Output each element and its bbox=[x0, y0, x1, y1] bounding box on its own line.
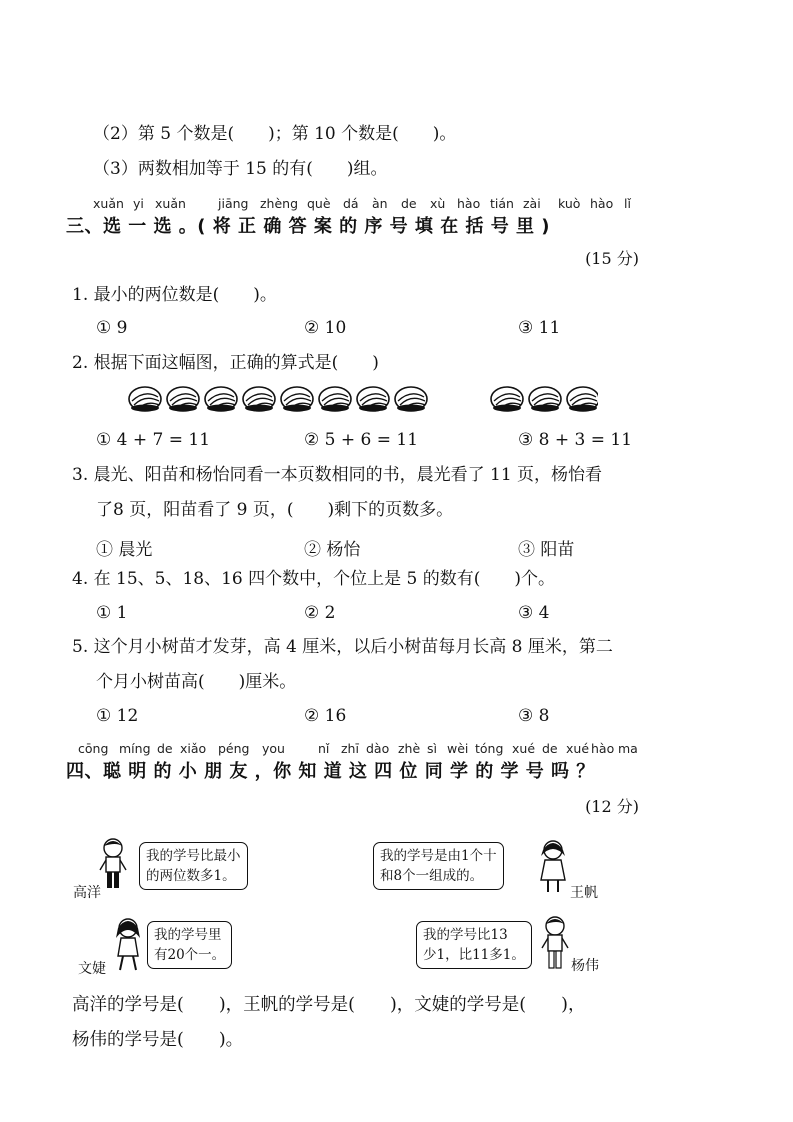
pinyin: hào bbox=[590, 196, 614, 211]
shell-cake-icon bbox=[357, 387, 389, 412]
pinyin: hào bbox=[591, 741, 615, 756]
pinyin: you bbox=[262, 741, 285, 756]
shell-cake-icon bbox=[281, 387, 313, 412]
pinyin: jiāng bbox=[218, 196, 249, 211]
pinyin: dá bbox=[343, 196, 359, 211]
pinyin: cōng bbox=[78, 741, 109, 756]
section3-score: (15 分) bbox=[585, 249, 639, 268]
kid-name-wenjie: 文婕 bbox=[78, 961, 106, 977]
kid-name-yangwei: 杨伟 bbox=[571, 958, 599, 974]
pinyin: wèi bbox=[447, 741, 469, 756]
question-4: 4. 在 15、5、18、16 四个数中，个位上是 5 的数有( )个。 bbox=[72, 569, 556, 589]
boy-figure-icon bbox=[96, 836, 132, 896]
bubble-line: 我的学号里 bbox=[154, 927, 222, 943]
pinyin: péng bbox=[218, 741, 250, 756]
pinyin: àn bbox=[372, 196, 388, 211]
question-part-2: （2）第 5 个数是( )；第 10 个数是( )。 bbox=[93, 124, 457, 144]
q3-option-1: ① 晨光 bbox=[96, 540, 153, 560]
q5-option-1: ① 12 bbox=[96, 706, 139, 726]
pinyin: xuǎn bbox=[93, 196, 124, 211]
answer-line-2: 杨伟的学号是( )。 bbox=[72, 1030, 244, 1050]
pinyin: xué bbox=[512, 741, 536, 756]
q5-option-2: ② 16 bbox=[304, 706, 347, 726]
shell-cake-icon bbox=[129, 387, 161, 412]
q5-option-3: ③ 8 bbox=[518, 706, 550, 726]
pinyin: xù bbox=[430, 196, 446, 211]
pinyin: tóng bbox=[475, 741, 504, 756]
q3-option-3: ③ 阳苗 bbox=[518, 540, 575, 560]
pinyin: kuò bbox=[558, 196, 581, 211]
section4-title: 四、聪 明 的 小 朋 友 ，你 知 道 这 四 位 同 学 的 学 号 吗 ？ bbox=[66, 761, 595, 782]
kid-name-gaoyang: 高洋 bbox=[73, 885, 101, 901]
pinyin: xiǎo bbox=[180, 741, 207, 756]
section3-title: 三、选 一 选 。( 将 正 确 答 案 的 序 号 填 在 括 号 里 ) bbox=[66, 216, 550, 237]
q2-option-1: ① 4 + 7 = 11 bbox=[96, 430, 211, 450]
q1-option-2: ② 10 bbox=[304, 318, 347, 338]
speech-bubble-wenjie bbox=[147, 921, 232, 969]
pinyin: de bbox=[157, 741, 173, 756]
shell-cake-icon bbox=[205, 387, 237, 412]
pinyin: sì bbox=[427, 741, 437, 756]
shell-cake-icon bbox=[243, 387, 275, 412]
q2-option-3: ③ 8 + 3 = 11 bbox=[518, 430, 633, 450]
bubble-line: 的两位数多1。 bbox=[146, 868, 236, 884]
bubble-line: 有20个一。 bbox=[154, 947, 226, 963]
pinyin: míng bbox=[119, 741, 151, 756]
pinyin: nǐ bbox=[318, 741, 330, 756]
pinyin: lǐ bbox=[624, 196, 631, 211]
girl-figure-icon bbox=[110, 916, 146, 974]
shell-cake-icon bbox=[319, 387, 351, 412]
speech-bubble-gaoyang bbox=[139, 842, 248, 890]
bubble-line: 我的学号比最小 bbox=[146, 848, 241, 864]
pinyin: zhī bbox=[341, 741, 359, 756]
q2-option-2: ② 5 + 6 = 11 bbox=[304, 430, 419, 450]
bubble-line: 少1，比11多1。 bbox=[423, 947, 525, 963]
shell-cake-icon bbox=[395, 387, 427, 412]
shell-cake-icon bbox=[491, 387, 523, 412]
q3-option-2: ② 杨怡 bbox=[304, 540, 361, 560]
q4-option-2: ② 2 bbox=[304, 603, 336, 623]
pinyin: de bbox=[542, 741, 558, 756]
question-part-3: （3）两数相加等于 15 的有( )组。 bbox=[93, 159, 388, 179]
pinyin: hào bbox=[457, 196, 481, 211]
shell-cake-icon bbox=[529, 387, 561, 412]
answer-line-1: 高洋的学号是( )，王帆的学号是( )，文婕的学号是( )， bbox=[72, 995, 586, 1015]
pinyin: xuǎn bbox=[155, 196, 186, 211]
kid-name-wangfan: 王帆 bbox=[570, 885, 598, 901]
q1-option-1: ① 9 bbox=[96, 318, 128, 338]
speech-bubble-yangwei bbox=[416, 921, 532, 969]
q1-option-3: ③ 11 bbox=[518, 318, 561, 338]
question-5: 5. 这个月小树苗才发芽，高 4 厘米，以后小树苗每月长高 8 厘米，第二 bbox=[72, 637, 613, 657]
question-5-continued: 个月小树苗高( )厘米。 bbox=[96, 672, 297, 692]
shell-cake-icon bbox=[167, 387, 199, 412]
pinyin: de bbox=[401, 196, 417, 211]
pinyin: yi bbox=[133, 196, 144, 211]
pinyin: tián bbox=[490, 196, 514, 211]
question-2: 2. 根据下面这幅图，正确的算式是( ) bbox=[72, 353, 379, 373]
question-1: 1. 最小的两位数是( )。 bbox=[72, 285, 277, 305]
pinyin: zhèng bbox=[260, 196, 299, 211]
q4-option-3: ③ 4 bbox=[518, 603, 550, 623]
bubble-line: 和8个一组成的。 bbox=[380, 868, 484, 884]
pinyin: xué bbox=[566, 741, 590, 756]
q4-option-1: ① 1 bbox=[96, 603, 128, 623]
shell-cake-icon bbox=[567, 387, 598, 412]
bubble-line: 我的学号是由1个十 bbox=[380, 848, 497, 864]
boy-figure-icon bbox=[537, 914, 573, 976]
pinyin: zhè bbox=[398, 741, 421, 756]
pinyin: zài bbox=[523, 196, 541, 211]
girl-figure-icon bbox=[535, 838, 571, 896]
shell-cakes-picture bbox=[128, 383, 598, 417]
bubble-line: 我的学号比13 bbox=[423, 927, 508, 943]
speech-bubble-wangfan bbox=[373, 842, 504, 890]
pinyin: què bbox=[307, 196, 331, 211]
question-3-continued: 了8 页，阳苗看了 9 页，( )剩下的页数多。 bbox=[96, 500, 454, 520]
pinyin: dào bbox=[366, 741, 390, 756]
pinyin: ma bbox=[618, 741, 638, 756]
question-3: 3. 晨光、阳苗和杨怡同看一本页数相同的书，晨光看了 11 页，杨怡看 bbox=[72, 465, 603, 485]
section4-score: (12 分) bbox=[585, 797, 639, 816]
